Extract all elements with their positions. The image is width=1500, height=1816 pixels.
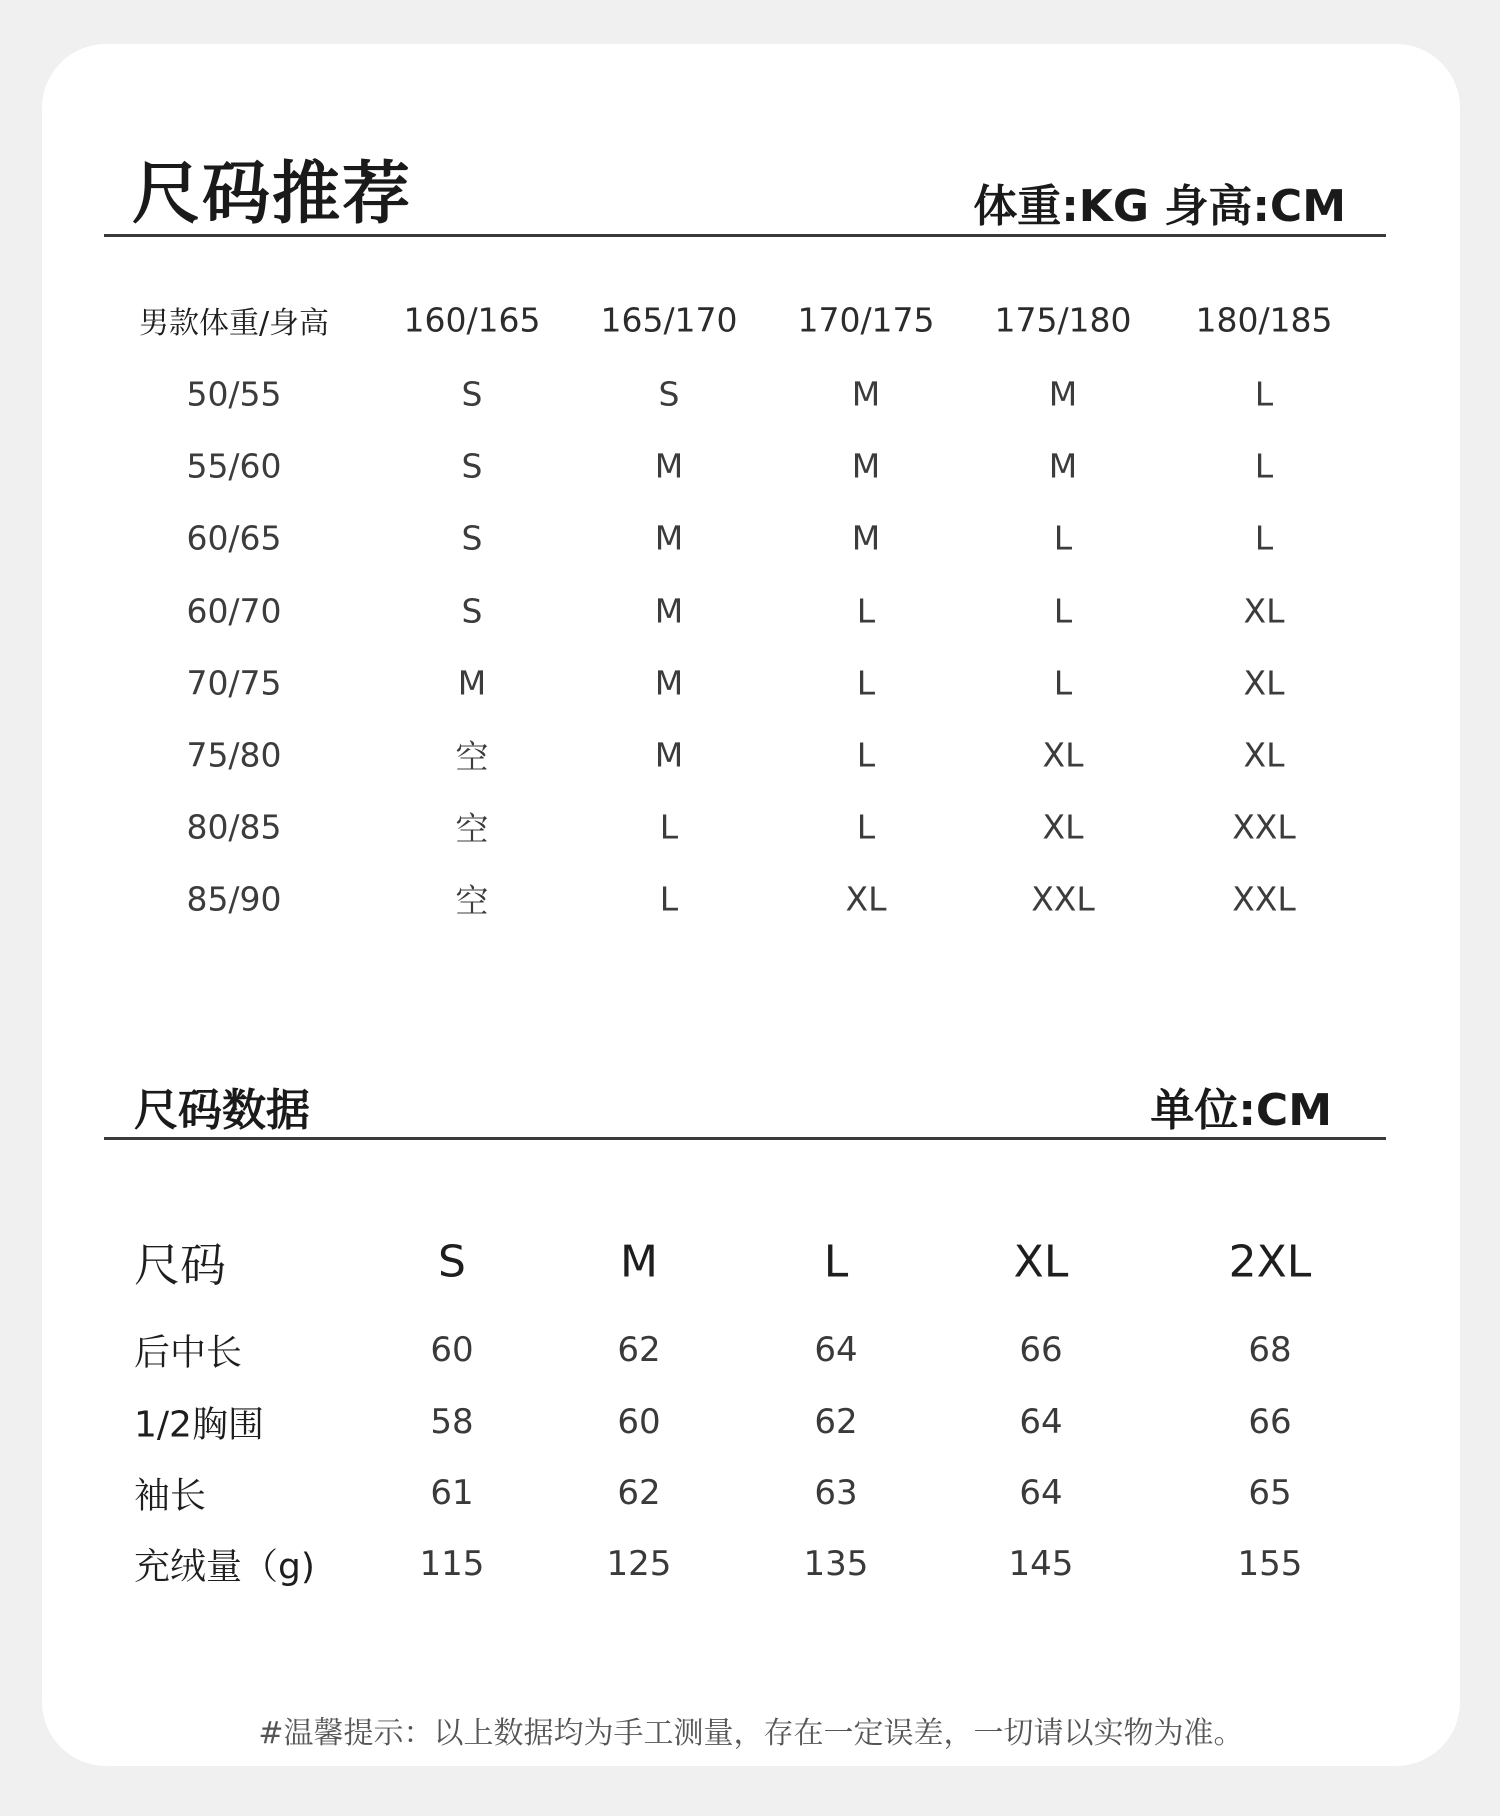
size-cell: L (659, 807, 679, 847)
size-cell: L (1254, 518, 1274, 558)
footnote: #温馨提示：以上数据均为手工测量，存在一定误差，一切请以实物为准。 (258, 1716, 1244, 1751)
section-divider (104, 234, 1386, 237)
size-cell: M (1048, 446, 1078, 486)
measurement-cell: 145 (1008, 1544, 1074, 1584)
measurement-row-label: 1/2胸围 (134, 1404, 264, 1446)
measurement-cell: 61 (430, 1473, 474, 1513)
weight-row-label: 60/65 (186, 518, 282, 558)
measurement-row-label: 袖长 (134, 1475, 207, 1517)
size-cell: M (457, 663, 487, 703)
size-cell: M (851, 374, 881, 414)
size-cell: M (851, 446, 881, 486)
weight-row-label: 60/70 (186, 591, 282, 631)
measurement-row-label: 后中长 (134, 1332, 243, 1374)
size-cell: XL (845, 879, 887, 919)
section-divider (104, 1137, 1386, 1140)
weight-row-label: 75/80 (186, 735, 282, 775)
size-cell: XL (1243, 591, 1285, 631)
size-cell: M (1048, 374, 1078, 414)
weight-row-label: 85/90 (186, 879, 282, 919)
size-data-units: 单位:CM (1150, 1085, 1332, 1136)
size-cell: L (659, 879, 679, 919)
size-cell: L (856, 735, 876, 775)
size-cell: L (1254, 374, 1274, 414)
table-corner-label: 尺码 (134, 1238, 226, 1292)
measurement-cell: 64 (814, 1330, 858, 1370)
weight-row-label: 55/60 (186, 446, 282, 486)
size-card (42, 44, 1460, 1766)
size-cell: XXL (1232, 879, 1296, 919)
size-cell: M (851, 518, 881, 558)
size-cell: S (461, 518, 483, 558)
size-column-header: L (823, 1236, 849, 1288)
size-column-header: S (438, 1236, 466, 1288)
size-cell: M (654, 663, 684, 703)
size-cell: S (658, 374, 680, 414)
size-cell: XXL (1232, 807, 1296, 847)
size-cell: S (461, 374, 483, 414)
size-cell: 空 (455, 737, 489, 777)
measurement-cell: 115 (419, 1544, 485, 1584)
table-corner-label: 男款体重/身高 (138, 306, 330, 341)
measurement-cell: 135 (803, 1544, 869, 1584)
measurement-cell: 125 (606, 1544, 672, 1584)
weight-row-label: 80/85 (186, 807, 282, 847)
measurement-cell: 64 (1019, 1473, 1063, 1513)
height-column-header: 175/180 (994, 300, 1132, 340)
size-cell: 空 (455, 809, 489, 849)
size-column-header: 2XL (1228, 1236, 1312, 1288)
measurement-cell: 62 (814, 1402, 858, 1442)
size-cell: L (856, 663, 876, 703)
measurement-cell: 65 (1248, 1473, 1292, 1513)
size-data-title: 尺码数据 (134, 1085, 310, 1136)
size-cell: XXL (1031, 879, 1095, 919)
size-cell: M (654, 591, 684, 631)
size-cell: XL (1243, 735, 1285, 775)
measurement-cell: 58 (430, 1402, 474, 1442)
size-cell: S (461, 591, 483, 631)
measurement-cell: 63 (814, 1473, 858, 1513)
measurement-cell: 64 (1019, 1402, 1063, 1442)
size-column-header: M (620, 1236, 658, 1288)
height-column-header: 170/175 (797, 300, 935, 340)
weight-row-label: 50/55 (186, 374, 282, 414)
size-cell: L (1053, 518, 1073, 558)
measurement-cell: 60 (430, 1330, 474, 1370)
measurement-cell: 155 (1237, 1544, 1303, 1584)
measurement-cell: 68 (1248, 1330, 1292, 1370)
measurement-row-label: 充绒量（g) (134, 1546, 315, 1588)
weight-row-label: 70/75 (186, 663, 282, 703)
size-recommend-units: 体重:KG 身高:CM (973, 181, 1346, 232)
size-cell: L (1053, 663, 1073, 703)
measurement-cell: 62 (617, 1330, 661, 1370)
measurement-cell: 66 (1248, 1402, 1292, 1442)
size-column-header: XL (1013, 1236, 1069, 1288)
size-cell: L (856, 807, 876, 847)
height-column-header: 160/165 (403, 300, 541, 340)
size-cell: M (654, 518, 684, 558)
measurement-cell: 62 (617, 1473, 661, 1513)
size-cell: XL (1243, 663, 1285, 703)
size-cell: XL (1042, 735, 1084, 775)
size-cell: M (654, 735, 684, 775)
size-cell: XL (1042, 807, 1084, 847)
size-cell: L (1053, 591, 1073, 631)
size-cell: 空 (455, 881, 489, 921)
height-column-header: 165/170 (600, 300, 738, 340)
size-cell: M (654, 446, 684, 486)
measurement-cell: 60 (617, 1402, 661, 1442)
height-column-header: 180/185 (1195, 300, 1333, 340)
size-cell: L (1254, 446, 1274, 486)
size-cell: S (461, 446, 483, 486)
measurement-cell: 66 (1019, 1330, 1063, 1370)
size-cell: L (856, 591, 876, 631)
size-recommend-title: 尺码推荐 (132, 155, 413, 234)
